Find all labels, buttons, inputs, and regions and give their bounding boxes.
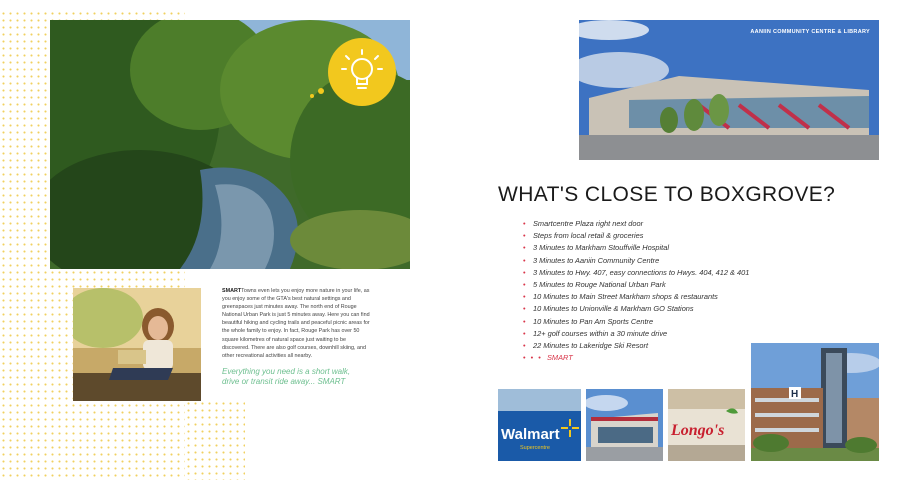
walmart-sign-text: Walmart <box>501 426 560 443</box>
nature-paragraph <box>222 287 372 360</box>
tagline: Everything you need is a short walk, drive or transit ride away... SMART <box>222 367 351 386</box>
paragraph-brand: SMART <box>222 288 242 294</box>
list-item: • 10 Minutes to Pan Am Sports Centre <box>533 316 749 328</box>
list-item: • 12+ golf courses within a 30 minute drive <box>533 328 749 340</box>
hospital-photo <box>751 343 879 461</box>
list-item: • Steps from local retail & groceries <box>533 230 749 242</box>
smart-bullets: • • • <box>523 353 543 362</box>
hospital-sign-text: H <box>791 389 799 400</box>
list-item: • Smartcentre Plaza right next door <box>533 218 749 230</box>
list-item: • 10 Minutes to Unionville & Markham GO Stations <box>533 303 749 315</box>
page-heading: WHAT'S CLOSE TO BOXGROVE? <box>498 183 836 206</box>
community-centre-photo <box>579 20 879 160</box>
community-centre-caption: AANIIN COMMUNITY CENTRE & LIBRARY <box>750 29 870 35</box>
list-item: • 3 Minutes to Aaniin Community Centre <box>533 255 749 267</box>
walmart-photo <box>498 389 581 461</box>
nearby-list <box>533 218 749 352</box>
paragraph-text: Towns even lets you enjoy more nature in your life, as you enjoy some of the GTA's best natural settings and greenspaces just minutes away. The north end of Rouge National Urban Park is just 5 minutes away. Here you can find beautiful hiking and cycling trails and peaceful picnic areas for the whole family to enjoy. In fact, Rouge Park has over 50 square kilometres of natural space just waiting to be discovered. There are also golf courses, downhill skiing, and other recreational activities all nearby. <box>222 288 370 359</box>
dot-pattern-bottom <box>185 400 245 480</box>
lightbulb-icon <box>328 38 396 106</box>
walmart-sub-text: Supercentre <box>520 445 550 451</box>
smart-signoff <box>523 352 573 364</box>
lightbulb-badge <box>328 38 396 106</box>
list-item: • 22 Minutes to Lakeridge Ski Resort <box>533 340 749 352</box>
list-item: • 10 Minutes to Main Street Markham shops & restaurants <box>533 291 749 303</box>
badge-dot <box>310 94 314 98</box>
go-station-photo <box>586 389 663 461</box>
list-item: • 5 Minutes to Rouge National Urban Park <box>533 279 749 291</box>
longos-sign-text: Longo's <box>671 422 725 439</box>
longos-photo <box>668 389 745 461</box>
badge-dot <box>318 88 324 94</box>
smart-label: SMART <box>547 353 573 362</box>
list-item: • 3 Minutes to Markham Stouffville Hospital <box>533 242 749 254</box>
reading-woman-photo <box>73 288 201 401</box>
list-item: • 3 Minutes to Hwy. 407, easy connections to Hwys. 404, 412 & 401 <box>533 267 749 279</box>
